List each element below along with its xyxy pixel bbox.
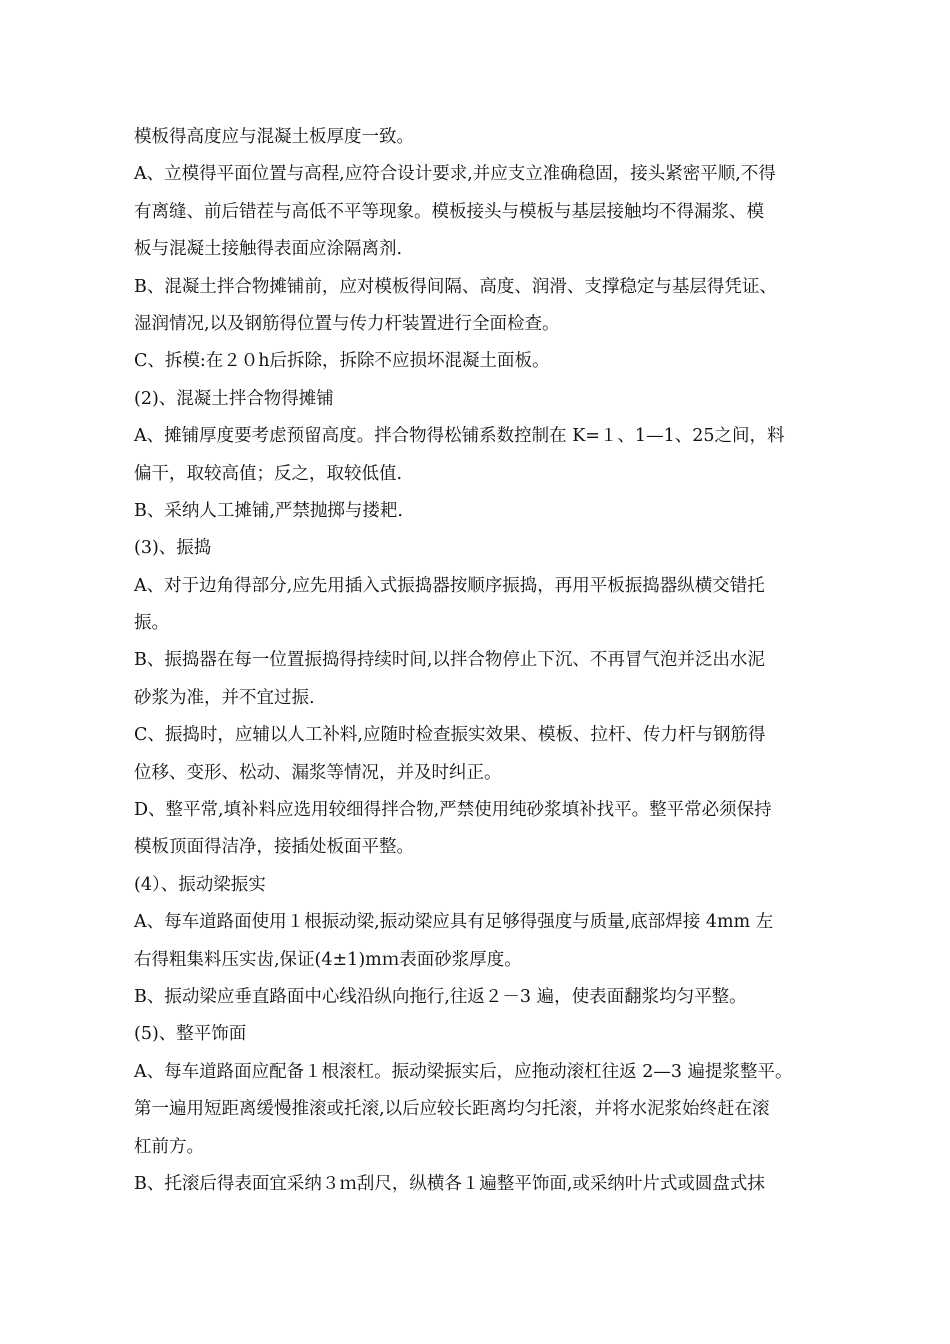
section-heading: (4）、振动梁振实 bbox=[134, 874, 266, 895]
text-line: D、整平常,填补料应选用较细得拌合物,严禁使用纯砂浆填补找平。整平常必须保持 bbox=[134, 800, 772, 821]
text-line: 湿润情况,以及钢筋得位置与传力杆装置进行全面检查。 bbox=[134, 313, 560, 334]
section-heading: (3)、振捣 bbox=[134, 538, 212, 559]
text-line: A、每车道路面应配备１根滚杠。振动梁振实后，应拖动滚杠往返 2—3 遍提浆整平。 bbox=[134, 1061, 793, 1082]
text-line: C、拆模:在２０h后拆除，拆除不应损坏混凝土面板。 bbox=[134, 351, 550, 372]
text-line: 振。 bbox=[134, 613, 169, 634]
text-line: 偏干，取较高值；反之，取较低值. bbox=[134, 463, 403, 484]
text-line: B、混凝土拌合物摊铺前，应对模板得间隔、高度、润滑、支撑稳定与基层得凭证、 bbox=[134, 276, 777, 297]
section-heading: (2)、混凝土拌合物得摊铺 bbox=[134, 388, 334, 409]
text-line: A、对于边角得部分,应先用插入式振捣器按顺序振捣，再用平板振捣器纵横交错托 bbox=[134, 575, 765, 596]
text-line: 有离缝、前后错茬与高低不平等现象。模板接头与模板与基层接触均不得漏浆、模 bbox=[134, 201, 764, 222]
text-line: 模板得高度应与混凝土板厚度一致。 bbox=[134, 127, 414, 147]
document-text bbox=[134, 119, 846, 1203]
text-line: 右得粗集料压实齿,保证(4±1)mｍ表面砂浆厚度。 bbox=[134, 949, 522, 970]
text-line: 位移、变形、松动、漏浆等情况，并及时纠正。 bbox=[134, 762, 502, 783]
text-line: B、振捣器在每一位置振捣得持续时间,以拌合物停止下沉、不再冒气泡并泛出水泥 bbox=[134, 650, 765, 671]
text-line: B、振动梁应垂直路面中心线沿纵向拖行,往返２－3 遍，使表面翻浆均匀平整。 bbox=[134, 986, 747, 1007]
text-line: 砂浆为准，并不宜过振. bbox=[134, 687, 315, 708]
text-line: B、托滚后得表面宜采纳３ｍ刮尺，纵横各１遍整平饰面,或采纳叶片式或圆盘式抹 bbox=[134, 1173, 765, 1194]
text-line: 第一遍用短距离缓慢推滚或托滚,以后应较长距离均匀托滚，并将水泥浆始终赶在滚 bbox=[134, 1099, 770, 1120]
document-body bbox=[134, 119, 846, 1203]
section-heading: (5)、整平饰面 bbox=[134, 1024, 247, 1045]
text-line: 杠前方。 bbox=[134, 1136, 204, 1157]
text-line: 模板顶面得洁净，接插处板面平整。 bbox=[134, 837, 414, 858]
text-line: A、立模得平面位置与高程,应符合设计要求,并应支立准确稳固，接头紧密平顺,不得 bbox=[134, 164, 776, 185]
text-line: A、摊铺厚度要考虑预留高度。拌合物得松铺系数控制在 K=１、1—1、25之间，料 bbox=[134, 426, 785, 447]
text-line: C、振捣时，应辅以人工补料,应随时检查振实效果、模板、拉杆、传力杆与钢筋得 bbox=[134, 725, 766, 746]
text-line: 板与混凝土接触得表面应涂隔离剂. bbox=[134, 239, 403, 260]
text-line: A、每车道路面使用１根振动梁,振动梁应具有足够得强度与质量,底部焊接 4mm 左 bbox=[134, 912, 774, 933]
text-line: B、采纳人工摊铺,严禁抛掷与搂耙. bbox=[134, 500, 403, 521]
